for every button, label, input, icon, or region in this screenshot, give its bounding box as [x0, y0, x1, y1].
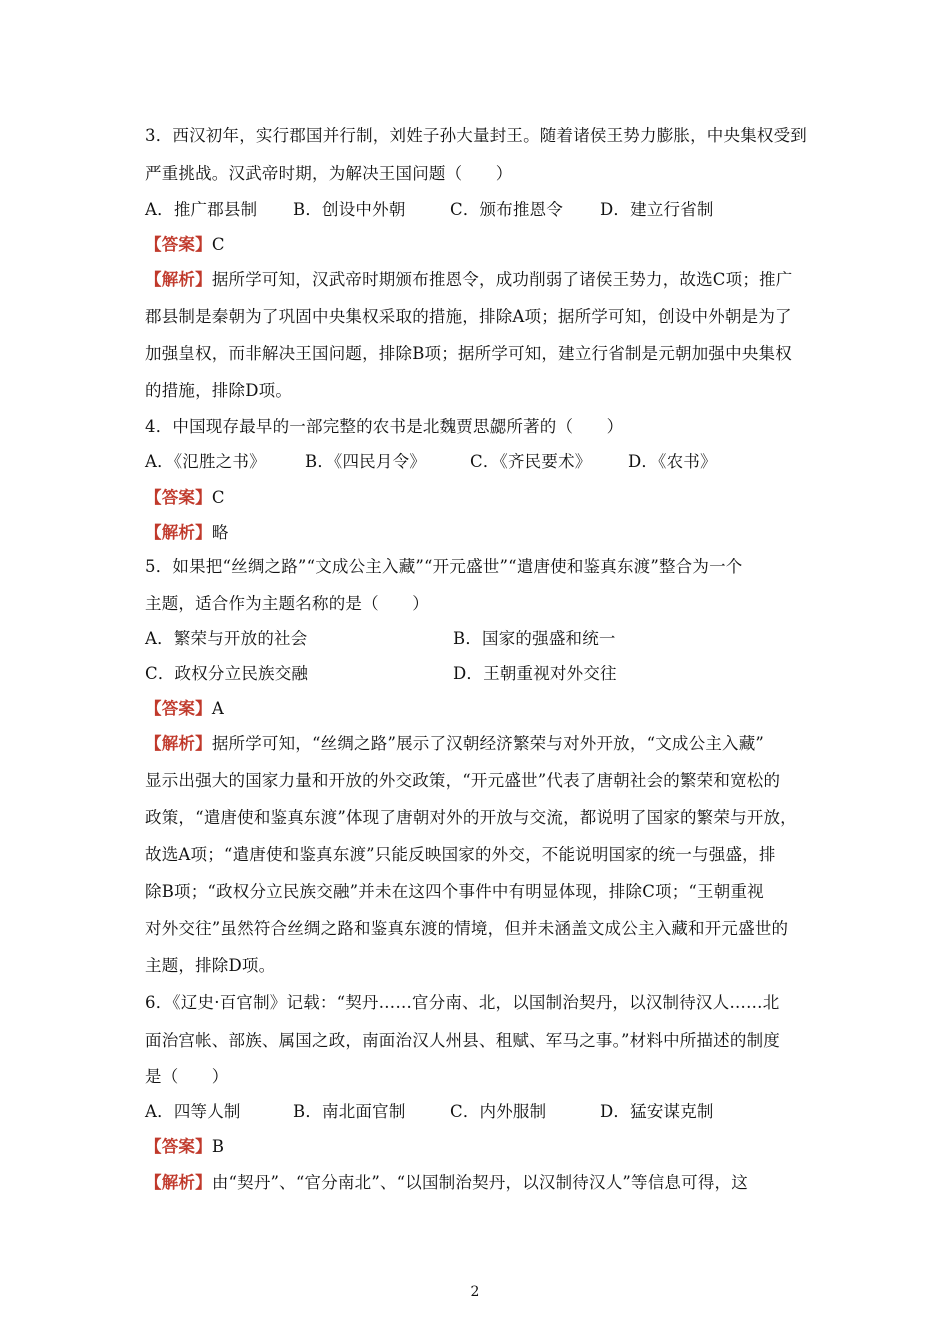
- q3-analysis-line-1: [145, 270, 792, 290]
- q3-analysis-line-4: 的措施，排除D项。: [145, 381, 293, 400]
- q4-option-a: A．《氾胜之书》: [145, 452, 266, 471]
- q5-answer-value: A: [211, 699, 224, 718]
- q3-analysis-line-2: 郡县制是秦朝为了巩固中央集权采取的措施，排除A项；据所学可知，创设中外朝是为了: [145, 307, 792, 326]
- q6-answer: [145, 1137, 224, 1157]
- analysis-tag: 【解析】: [145, 734, 212, 753]
- q6-analysis-text: 由“契丹”、“官分南北”、“以国制治契丹，以汉制待汉人”等信息可得，这: [211, 1173, 748, 1192]
- q3-answer-value: C: [211, 235, 225, 254]
- q3-analysis-line-3: 加强皇权，而非解决王国问题，排除B项；据所学可知，建立行省制是元朝加强中央集权: [145, 344, 792, 363]
- q5-analysis-text: 据所学可知，“丝绸之路”展示了汉朝经济繁荣与对外开放，“文成公主入藏”: [211, 734, 765, 753]
- q6-stem-line-2: 面治宫帐、部族、属国之政，南面治汉人州县、租赋、军马之事。”材料中所描述的制度: [145, 1031, 780, 1050]
- q5-analysis-line-1: [145, 734, 764, 754]
- q5-options-row-2: [145, 664, 845, 684]
- q3-analysis-text: 据所学可知，汉武帝时期颁布推恩令，成功削弱了诸侯王势力，故选C项；推广: [211, 270, 793, 289]
- analysis-tag: 【解析】: [145, 523, 212, 542]
- q5-analysis-line-7: 主题，排除D项。: [145, 956, 276, 975]
- analysis-tag: 【解析】: [145, 1173, 212, 1192]
- q5-option-b: B．国家的强盛和统一: [453, 629, 616, 648]
- q6-answer-value: B: [211, 1137, 225, 1156]
- q5-analysis-line-6: 对外交往”虽然符合丝绸之路和鉴真东渡的情境，但并未涵盖文成公主入藏和开元盛世的: [145, 919, 789, 938]
- q5-option-c: C．政权分立民族交融: [145, 664, 309, 683]
- q3-option-a: A．推广郡县制: [145, 200, 258, 219]
- q4-answer-value: C: [211, 488, 225, 507]
- q6-analysis-line-1: [145, 1173, 748, 1193]
- q4-analysis-line-1: [145, 523, 229, 543]
- q6-option-a: A．四等人制: [145, 1102, 241, 1121]
- q4-option-c: C．《齐民要术》: [470, 452, 592, 471]
- q5-analysis-line-4: 故选A项；“遣唐使和鉴真东渡”只能反映国家的外交，不能说明国家的统一与强盛，排: [145, 845, 776, 864]
- q3-option-c: C．颁布推恩令: [450, 200, 564, 219]
- q3-options: [145, 200, 845, 220]
- q5-option-a: A．繁荣与开放的社会: [145, 629, 308, 648]
- q4-options: [145, 452, 845, 472]
- page-number: 2: [470, 1284, 480, 1300]
- answer-tag: 【答案】: [145, 1137, 212, 1156]
- q3-option-b: B．创设中外朝: [293, 200, 406, 219]
- answer-tag: 【答案】: [145, 699, 212, 718]
- q6-stem-line-3: 是（ ）: [145, 1067, 229, 1086]
- q5-analysis-line-3: 政策，“遣唐使和鉴真东渡”体现了唐朝对外的开放与交流，都说明了国家的繁荣与开放，: [145, 808, 797, 827]
- q3-stem-line-1: 3．西汉初年，实行郡国并行制，刘姓子孙大量封王。随着诸侯王势力膨胀，中央集权受到: [145, 126, 807, 145]
- q5-analysis-line-2: 显示出强大的国家力量和开放的外交政策，“开元盛世”代表了唐朝社会的繁荣和宽松的: [145, 771, 781, 790]
- q6-option-d: D．猛安谋克制: [600, 1102, 714, 1121]
- answer-tag: 【答案】: [145, 235, 212, 254]
- q6-option-c: C．内外服制: [450, 1102, 547, 1121]
- analysis-tag: 【解析】: [145, 270, 212, 289]
- q3-answer: [145, 235, 225, 255]
- q4-option-b: B．《四民月令》: [305, 452, 426, 471]
- q4-stem-line-1: 4．中国现存最早的一部完整的农书是北魏贾思勰所著的（ ）: [145, 417, 624, 436]
- q6-stem-line-1: 6．《辽史·百官制》记载：“契丹……官分南、北，以国制治契丹，以汉制待汉人……北: [145, 993, 780, 1012]
- q5-option-d: D．王朝重视对外交往: [453, 664, 617, 683]
- q5-stem-line-1: 5．如果把“丝绸之路”“文成公主入藏”“开元盛世”“遣唐使和鉴真东渡”整合为一个: [145, 557, 743, 576]
- q3-option-d: D．建立行省制: [600, 200, 714, 219]
- q5-options-row-1: [145, 629, 845, 649]
- q6-option-b: B．南北面官制: [293, 1102, 406, 1121]
- q3-stem-line-2: 严重挑战。汉武帝时期，为解决王国问题（ ）: [145, 164, 513, 183]
- q4-answer: [145, 488, 225, 508]
- q5-stem-line-2: 主题，适合作为主题名称的是（ ）: [145, 594, 429, 613]
- q6-options: [145, 1102, 845, 1122]
- answer-tag: 【答案】: [145, 488, 212, 507]
- q5-analysis-line-5: 除B项；“政权分立民族交融”并未在这四个事件中有明显体现，排除C项；“王朝重视: [145, 882, 764, 901]
- q4-analysis-text: 略: [211, 523, 229, 542]
- q4-option-d: D．《农书》: [628, 452, 717, 471]
- q5-answer: [145, 699, 224, 719]
